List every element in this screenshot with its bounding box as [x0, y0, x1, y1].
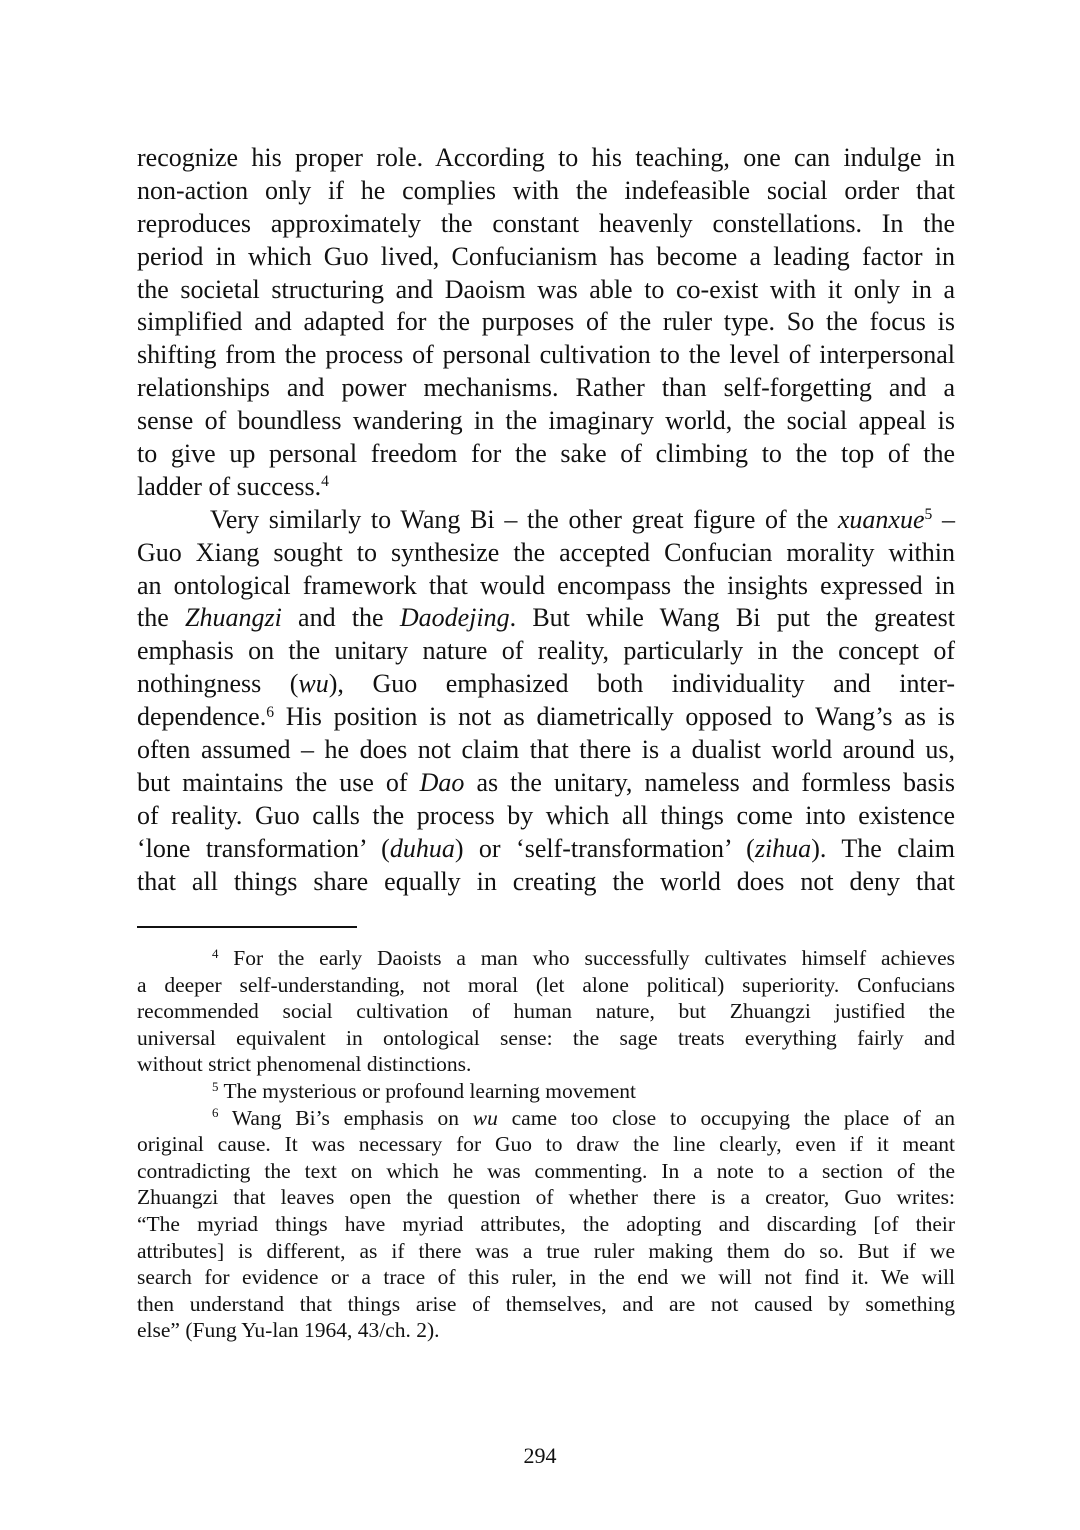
- footnote-line: [137, 1131, 955, 1158]
- text-run: and the: [281, 603, 400, 633]
- body-line: [137, 668, 955, 701]
- text-run: search for evidence or a trace of this ruler, in the end we will not find it. We will: [137, 1265, 955, 1290]
- text-run: Guo Xiang sought to synthesize the accepted Confucian morality within: [137, 537, 955, 567]
- footnote-ref: 4: [321, 473, 329, 491]
- footnote-ref: 6: [212, 1106, 219, 1121]
- footnote-line: [137, 1025, 955, 1052]
- italic-term: zihua: [754, 833, 812, 863]
- footnote-line: [137, 972, 955, 999]
- body-line: [137, 142, 955, 175]
- footnote-line: [137, 1238, 955, 1265]
- italic-term: duhua: [389, 833, 455, 863]
- body-line: [137, 800, 955, 833]
- text-run: the societal structuring and Daoism was able to co-exist with it only in a: [137, 274, 955, 304]
- footnotes: [137, 945, 955, 1344]
- body-line: [137, 734, 955, 767]
- text-run: Very similarly to Wang Bi – the other great figure of the: [210, 504, 838, 534]
- body-line: [137, 274, 955, 307]
- body-line: [137, 504, 955, 537]
- text-run: non-action only if he complies with the indefeasible social order that: [137, 175, 955, 205]
- text-run: reproduces approximately the constant heavenly constellations. In the: [137, 208, 955, 238]
- body-line: [137, 438, 955, 471]
- body-line: [137, 833, 955, 866]
- footnote-line: [137, 1105, 955, 1132]
- text-run: period in which Guo lived, Confucianism has become a leading factor in: [137, 241, 955, 271]
- footnote-line: [137, 945, 955, 972]
- text-run: but maintains the use of: [137, 767, 420, 797]
- body-line: [137, 701, 955, 734]
- body-line: [137, 339, 955, 372]
- text-run: as the unitary, nameless and formless basis: [464, 767, 955, 797]
- text-run: attributes] is different, as if there was a true ruler making them do so. But if we: [137, 1238, 955, 1263]
- text-run: recognize his proper role. According to his teaching, one can indulge in: [137, 143, 955, 172]
- body-line: [137, 471, 955, 504]
- text-run: ‘lone transformation’ (: [137, 833, 390, 863]
- text-run: else” (Fung Yu-lan 1964, 43/ch. 2).: [137, 1318, 440, 1343]
- footnote-line: [137, 1051, 955, 1078]
- body-line: [137, 767, 955, 800]
- text-run: “The myriad things have myriad attributes, the adopting and discarding [of their: [137, 1211, 955, 1236]
- italic-term: Daodejing: [399, 603, 510, 633]
- text-run: dependence.: [137, 702, 267, 732]
- footnote-line: [137, 1264, 955, 1291]
- text-run: that all things share equally in creating the world does not deny that: [137, 866, 955, 896]
- italic-term: Zhuangzi: [185, 603, 282, 633]
- footnote-line: [137, 1211, 955, 1238]
- text-run: simplified and adapted for the purposes of the ruler type. So the focus is: [137, 307, 955, 337]
- text-run: without strict phenomenal distinctions.: [137, 1052, 472, 1077]
- footnote-line: [137, 1184, 955, 1211]
- body-line: [137, 372, 955, 405]
- text-run: . But while Wang Bi put the greatest: [509, 603, 955, 633]
- text-run: original cause. It was necessary for Guo to draw the line clearly, even if it meant: [137, 1132, 955, 1157]
- text-run: nothingness (: [137, 669, 299, 699]
- text-run: a deeper self-understanding, not moral (let alone political) superiority. Confucians: [137, 972, 955, 997]
- text-run: –: [932, 504, 955, 534]
- footnote-ref: 6: [266, 703, 274, 721]
- body-line: [137, 208, 955, 241]
- footnote-ref: 4: [212, 946, 219, 961]
- text-run: shifting from the process of personal cultivation to the level of interpersonal: [137, 340, 955, 370]
- body-line: [137, 570, 955, 603]
- text-run: came too close to occupying the place of an: [497, 1105, 955, 1130]
- footnote-ref: 5: [924, 506, 933, 524]
- main-text: [137, 142, 955, 898]
- text-run: relationships and power mechanisms. Rather than self-forgetting and a: [137, 373, 955, 403]
- footnote-separator: [137, 926, 357, 928]
- text-run: ), Guo emphasized both individuality and inter-: [328, 669, 956, 699]
- text-run: ) or ‘self-transformation’ (: [454, 833, 755, 863]
- text-run: emphasis on the unitary nature of reality, particularly in the concept of: [137, 636, 955, 666]
- text-run: to give up personal freedom for the sake of climbing to the top of the: [137, 439, 955, 469]
- text-run: For the early Daoists a man who successfully cultivates himself achieves: [218, 946, 955, 970]
- text-run: The mysterious or profound learning movement: [218, 1078, 637, 1103]
- text-run: an ontological framework that would encompass the insights expressed in: [137, 570, 955, 600]
- body-line: [137, 602, 955, 635]
- text-run: ladder of success.: [137, 471, 322, 501]
- body-line: [137, 635, 955, 668]
- body-line: [137, 306, 955, 339]
- footnote-line: [137, 1317, 955, 1344]
- text-run: recommended social cultivation of human nature, but Zhuangzi justified the: [137, 999, 955, 1024]
- italic-term: xuanxue: [837, 504, 925, 534]
- text-run: the: [137, 603, 185, 633]
- footnote-line: [137, 1291, 955, 1318]
- footnote-line: [137, 998, 955, 1025]
- text-run: often assumed – he does not claim that there is a dualist world around us,: [137, 735, 955, 765]
- body-line: [137, 405, 955, 438]
- page-number: 294: [523, 1443, 557, 1468]
- footnote-line: [137, 1158, 955, 1185]
- body-line: [137, 175, 955, 208]
- text-run: sense of boundless wandering in the imaginary world, the social appeal is: [137, 406, 955, 436]
- text-run: His position is not as diametrically opposed to Wang’s as is: [274, 702, 955, 732]
- body-line: [137, 866, 955, 899]
- text-run: contradicting the text on which he was commenting. In a note to a section of the: [137, 1158, 955, 1183]
- footnote-line: [137, 1078, 955, 1105]
- text-run: Wang Bi’s emphasis on: [218, 1105, 473, 1130]
- body-line: [137, 241, 955, 274]
- text-run: then understand that things arise of themselves, and are not caused by something: [137, 1291, 955, 1316]
- body-line: [137, 537, 955, 570]
- text-run: Zhuangzi that leaves open the question of whether there is a creator, Guo writes:: [137, 1185, 955, 1210]
- text-run: universal equivalent in ontological sense: the sage treats everything fairly and: [137, 1025, 955, 1050]
- italic-term: wu: [298, 669, 329, 699]
- footnote-ref: 5: [212, 1079, 219, 1094]
- italic-term: Dao: [419, 767, 465, 797]
- text-run: of reality. Guo calls the process by which all things come into existence: [137, 800, 955, 830]
- italic-term: wu: [472, 1105, 498, 1130]
- text-run: ). The claim: [811, 833, 955, 863]
